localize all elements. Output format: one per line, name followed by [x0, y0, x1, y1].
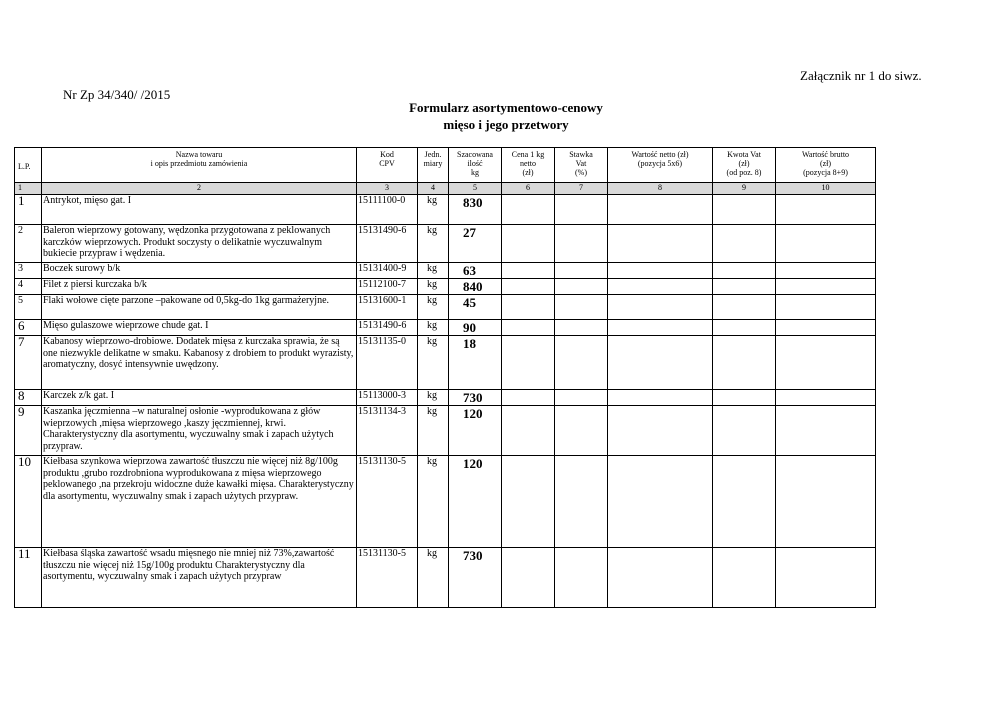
net-value-input[interactable]: [608, 320, 713, 336]
column-number: 6: [502, 183, 555, 195]
column-number: 5: [449, 183, 502, 195]
column-header: Szacowana ilość kg: [449, 148, 502, 183]
gross-value-input[interactable]: [776, 295, 876, 320]
item-name: Baleron wieprzowy gotowany, wędzonka przygotowana z peklowanych karczków wieprzowych. Produkt soczysty o delikatnie wyczuwalnym bukiecie przypraw i wędzenia.: [42, 225, 357, 263]
column-number: 7: [555, 183, 608, 195]
cpv-code: 15131490-6: [357, 320, 418, 336]
cpv-code: 15112100-7: [357, 279, 418, 295]
item-name: Mięso gulaszowe wieprzowe chude gat. I: [42, 320, 357, 336]
column-number: 9: [713, 183, 776, 195]
cpv-code: 15131400-9: [357, 263, 418, 279]
vat-rate-input[interactable]: [555, 548, 608, 608]
quantity: 730: [449, 390, 502, 406]
vat-amount-input[interactable]: [713, 456, 776, 548]
vat-rate-input[interactable]: [555, 320, 608, 336]
net-value-input[interactable]: [608, 336, 713, 390]
unit-price-input[interactable]: [502, 279, 555, 295]
net-value-input[interactable]: [608, 456, 713, 548]
vat-amount-input[interactable]: [713, 406, 776, 456]
vat-rate-input[interactable]: [555, 390, 608, 406]
column-header: Kod CPV: [357, 148, 418, 183]
annex-label: Załącznik nr 1 do siwz.: [800, 68, 922, 83]
row-number: 10: [15, 456, 42, 548]
item-name: Kiełbasa śląska zawartość wsadu mięsnego nie mniej niż 73%,zawartość tłuszczu nie więcej niż 15g/100g produktu Charakterystyczny dla asortymentu, wyczuwalny smak i zapach użytych przypraw: [42, 548, 357, 608]
column-header: Stawka Vat (%): [555, 148, 608, 183]
gross-value-input[interactable]: [776, 336, 876, 390]
quantity: 63: [449, 263, 502, 279]
unit: kg: [418, 195, 449, 225]
quantity: 90: [449, 320, 502, 336]
row-number: 2: [15, 225, 42, 263]
vat-rate-input[interactable]: [555, 336, 608, 390]
unit: kg: [418, 406, 449, 456]
unit: kg: [418, 263, 449, 279]
vat-amount-input[interactable]: [713, 320, 776, 336]
item-name: Boczek surowy b/k: [42, 263, 357, 279]
vat-amount-input[interactable]: [713, 263, 776, 279]
table-row: [15, 456, 876, 548]
unit-price-input[interactable]: [502, 456, 555, 548]
vat-amount-input[interactable]: [713, 225, 776, 263]
column-number: 1: [15, 183, 42, 195]
unit: kg: [418, 320, 449, 336]
gross-value-input[interactable]: [776, 320, 876, 336]
table-row: [15, 195, 876, 225]
item-name: Karczek z/k gat. I: [42, 390, 357, 406]
row-number: 8: [15, 390, 42, 406]
unit-price-input[interactable]: [502, 263, 555, 279]
vat-amount-input[interactable]: [713, 390, 776, 406]
gross-value-input[interactable]: [776, 225, 876, 263]
vat-amount-input[interactable]: [713, 195, 776, 225]
net-value-input[interactable]: [608, 295, 713, 320]
vat-rate-input[interactable]: [555, 279, 608, 295]
row-number: 1: [15, 195, 42, 225]
column-header: L.P.: [15, 148, 42, 183]
cpv-code: 15131130-5: [357, 456, 418, 548]
row-number: 7: [15, 336, 42, 390]
gross-value-input[interactable]: [776, 406, 876, 456]
table-row: [15, 390, 876, 406]
reference-number: Nr Zp 34/340/ /2015: [63, 87, 171, 102]
cpv-code: 15131490-6: [357, 225, 418, 263]
vat-rate-input[interactable]: [555, 195, 608, 225]
net-value-input[interactable]: [608, 390, 713, 406]
unit-price-input[interactable]: [502, 225, 555, 263]
column-number: 4: [418, 183, 449, 195]
unit-price-input[interactable]: [502, 320, 555, 336]
vat-amount-input[interactable]: [713, 295, 776, 320]
column-header: Kwota Vat (zł) (od poz. 8): [713, 148, 776, 183]
net-value-input[interactable]: [608, 548, 713, 608]
unit: kg: [418, 390, 449, 406]
form-subtitle: mięso i jego przetwory: [443, 117, 569, 132]
price-form-table: [14, 147, 876, 608]
vat-rate-input[interactable]: [555, 225, 608, 263]
table-header-row: [15, 148, 876, 183]
column-number: 10: [776, 183, 876, 195]
row-number: 6: [15, 320, 42, 336]
unit-price-input[interactable]: [502, 390, 555, 406]
gross-value-input[interactable]: [776, 548, 876, 608]
cpv-code: 15111100-0: [357, 195, 418, 225]
table-row: [15, 263, 876, 279]
gross-value-input[interactable]: [776, 456, 876, 548]
unit: kg: [418, 336, 449, 390]
table-row: [15, 320, 876, 336]
column-number: 3: [357, 183, 418, 195]
net-value-input[interactable]: [608, 263, 713, 279]
item-name: Kabanosy wieprzowo-drobiowe. Dodatek mięsa z kurczaka sprawia, że są one niezwykle delikatne w smaku. Kabanosy z drobiem to produkt wyrazisty, aromatyczny, dosyć intensywnie uwędzony.: [42, 336, 357, 390]
table-row: [15, 279, 876, 295]
gross-value-input[interactable]: [776, 390, 876, 406]
net-value-input[interactable]: [608, 225, 713, 263]
gross-value-input[interactable]: [776, 195, 876, 225]
table-row: [15, 295, 876, 320]
quantity: 120: [449, 456, 502, 548]
cpv-code: 15113000-3: [357, 390, 418, 406]
vat-rate-input[interactable]: [555, 406, 608, 456]
unit: kg: [418, 548, 449, 608]
vat-amount-input[interactable]: [713, 548, 776, 608]
column-header: Nazwa towaru i opis przedmiotu zamówienia: [42, 148, 357, 183]
table-row: [15, 336, 876, 390]
unit-price-input[interactable]: [502, 406, 555, 456]
unit: kg: [418, 225, 449, 263]
item-name: Flaki wołowe cięte parzone –pakowane od 0,5kg-do 1kg garmażeryjne.: [42, 295, 357, 320]
unit: kg: [418, 295, 449, 320]
column-header: Cena 1 kg netto (zł): [502, 148, 555, 183]
row-number: 4: [15, 279, 42, 295]
table-row: [15, 548, 876, 608]
quantity: 27: [449, 225, 502, 263]
net-value-input[interactable]: [608, 195, 713, 225]
column-number: 8: [608, 183, 713, 195]
net-value-input[interactable]: [608, 406, 713, 456]
column-number: 2: [42, 183, 357, 195]
quantity: 18: [449, 336, 502, 390]
cpv-code: 15131135-0: [357, 336, 418, 390]
cpv-code: 15131600-1: [357, 295, 418, 320]
cpv-code: 15131134-3: [357, 406, 418, 456]
row-number: 5: [15, 295, 42, 320]
unit: kg: [418, 279, 449, 295]
row-number: 3: [15, 263, 42, 279]
quantity: 730: [449, 548, 502, 608]
unit-price-input[interactable]: [502, 336, 555, 390]
quantity: 830: [449, 195, 502, 225]
unit-price-input[interactable]: [502, 295, 555, 320]
column-header: Wartość brutto (zł) (pozycja 8+9): [776, 148, 876, 183]
unit-price-input[interactable]: [502, 195, 555, 225]
gross-value-input[interactable]: [776, 279, 876, 295]
column-number-row: [15, 183, 876, 195]
table-row: [15, 225, 876, 263]
unit: kg: [418, 456, 449, 548]
net-value-input[interactable]: [608, 279, 713, 295]
quantity: 45: [449, 295, 502, 320]
vat-amount-input[interactable]: [713, 336, 776, 390]
item-name: Antrykot, mięso gat. I: [42, 195, 357, 225]
quantity: 840: [449, 279, 502, 295]
vat-rate-input[interactable]: [555, 263, 608, 279]
item-name: Filet z piersi kurczaka b/k: [42, 279, 357, 295]
vat-rate-input[interactable]: [555, 295, 608, 320]
form-title: Formularz asortymentowo-cenowy: [409, 100, 603, 115]
row-number: 9: [15, 406, 42, 456]
gross-value-input[interactable]: [776, 263, 876, 279]
cpv-code: 15131130-5: [357, 548, 418, 608]
item-name: Kaszanka jęczmienna –w naturalnej osłonie -wyprodukowana z głów wieprzowych ,mięsa wieprzowego ,kaszy jęczmiennej, krwi. Charakterystyczny dla asortymentu, wyczuwalny smak i zapach użytych przypraw.: [42, 406, 357, 456]
table-row: [15, 406, 876, 456]
unit-price-input[interactable]: [502, 548, 555, 608]
column-header: Wartość netto (zł) (pozycja 5x6): [608, 148, 713, 183]
vat-amount-input[interactable]: [713, 279, 776, 295]
quantity: 120: [449, 406, 502, 456]
row-number: 11: [15, 548, 42, 608]
item-name: Kiełbasa szynkowa wieprzowa zawartość tłuszczu nie więcej niż 8g/100g produktu ,grubo rozdrobniona wyprodukowana z mięsa wieprzowego peklowanego ,na przekroju widoczne duże kawałki mięsa. Charakterystyczny dla asortymentu, wyczuwalny smak i zapach użytych przypraw.: [42, 456, 357, 548]
vat-rate-input[interactable]: [555, 456, 608, 548]
column-header: Jedn. miary: [418, 148, 449, 183]
